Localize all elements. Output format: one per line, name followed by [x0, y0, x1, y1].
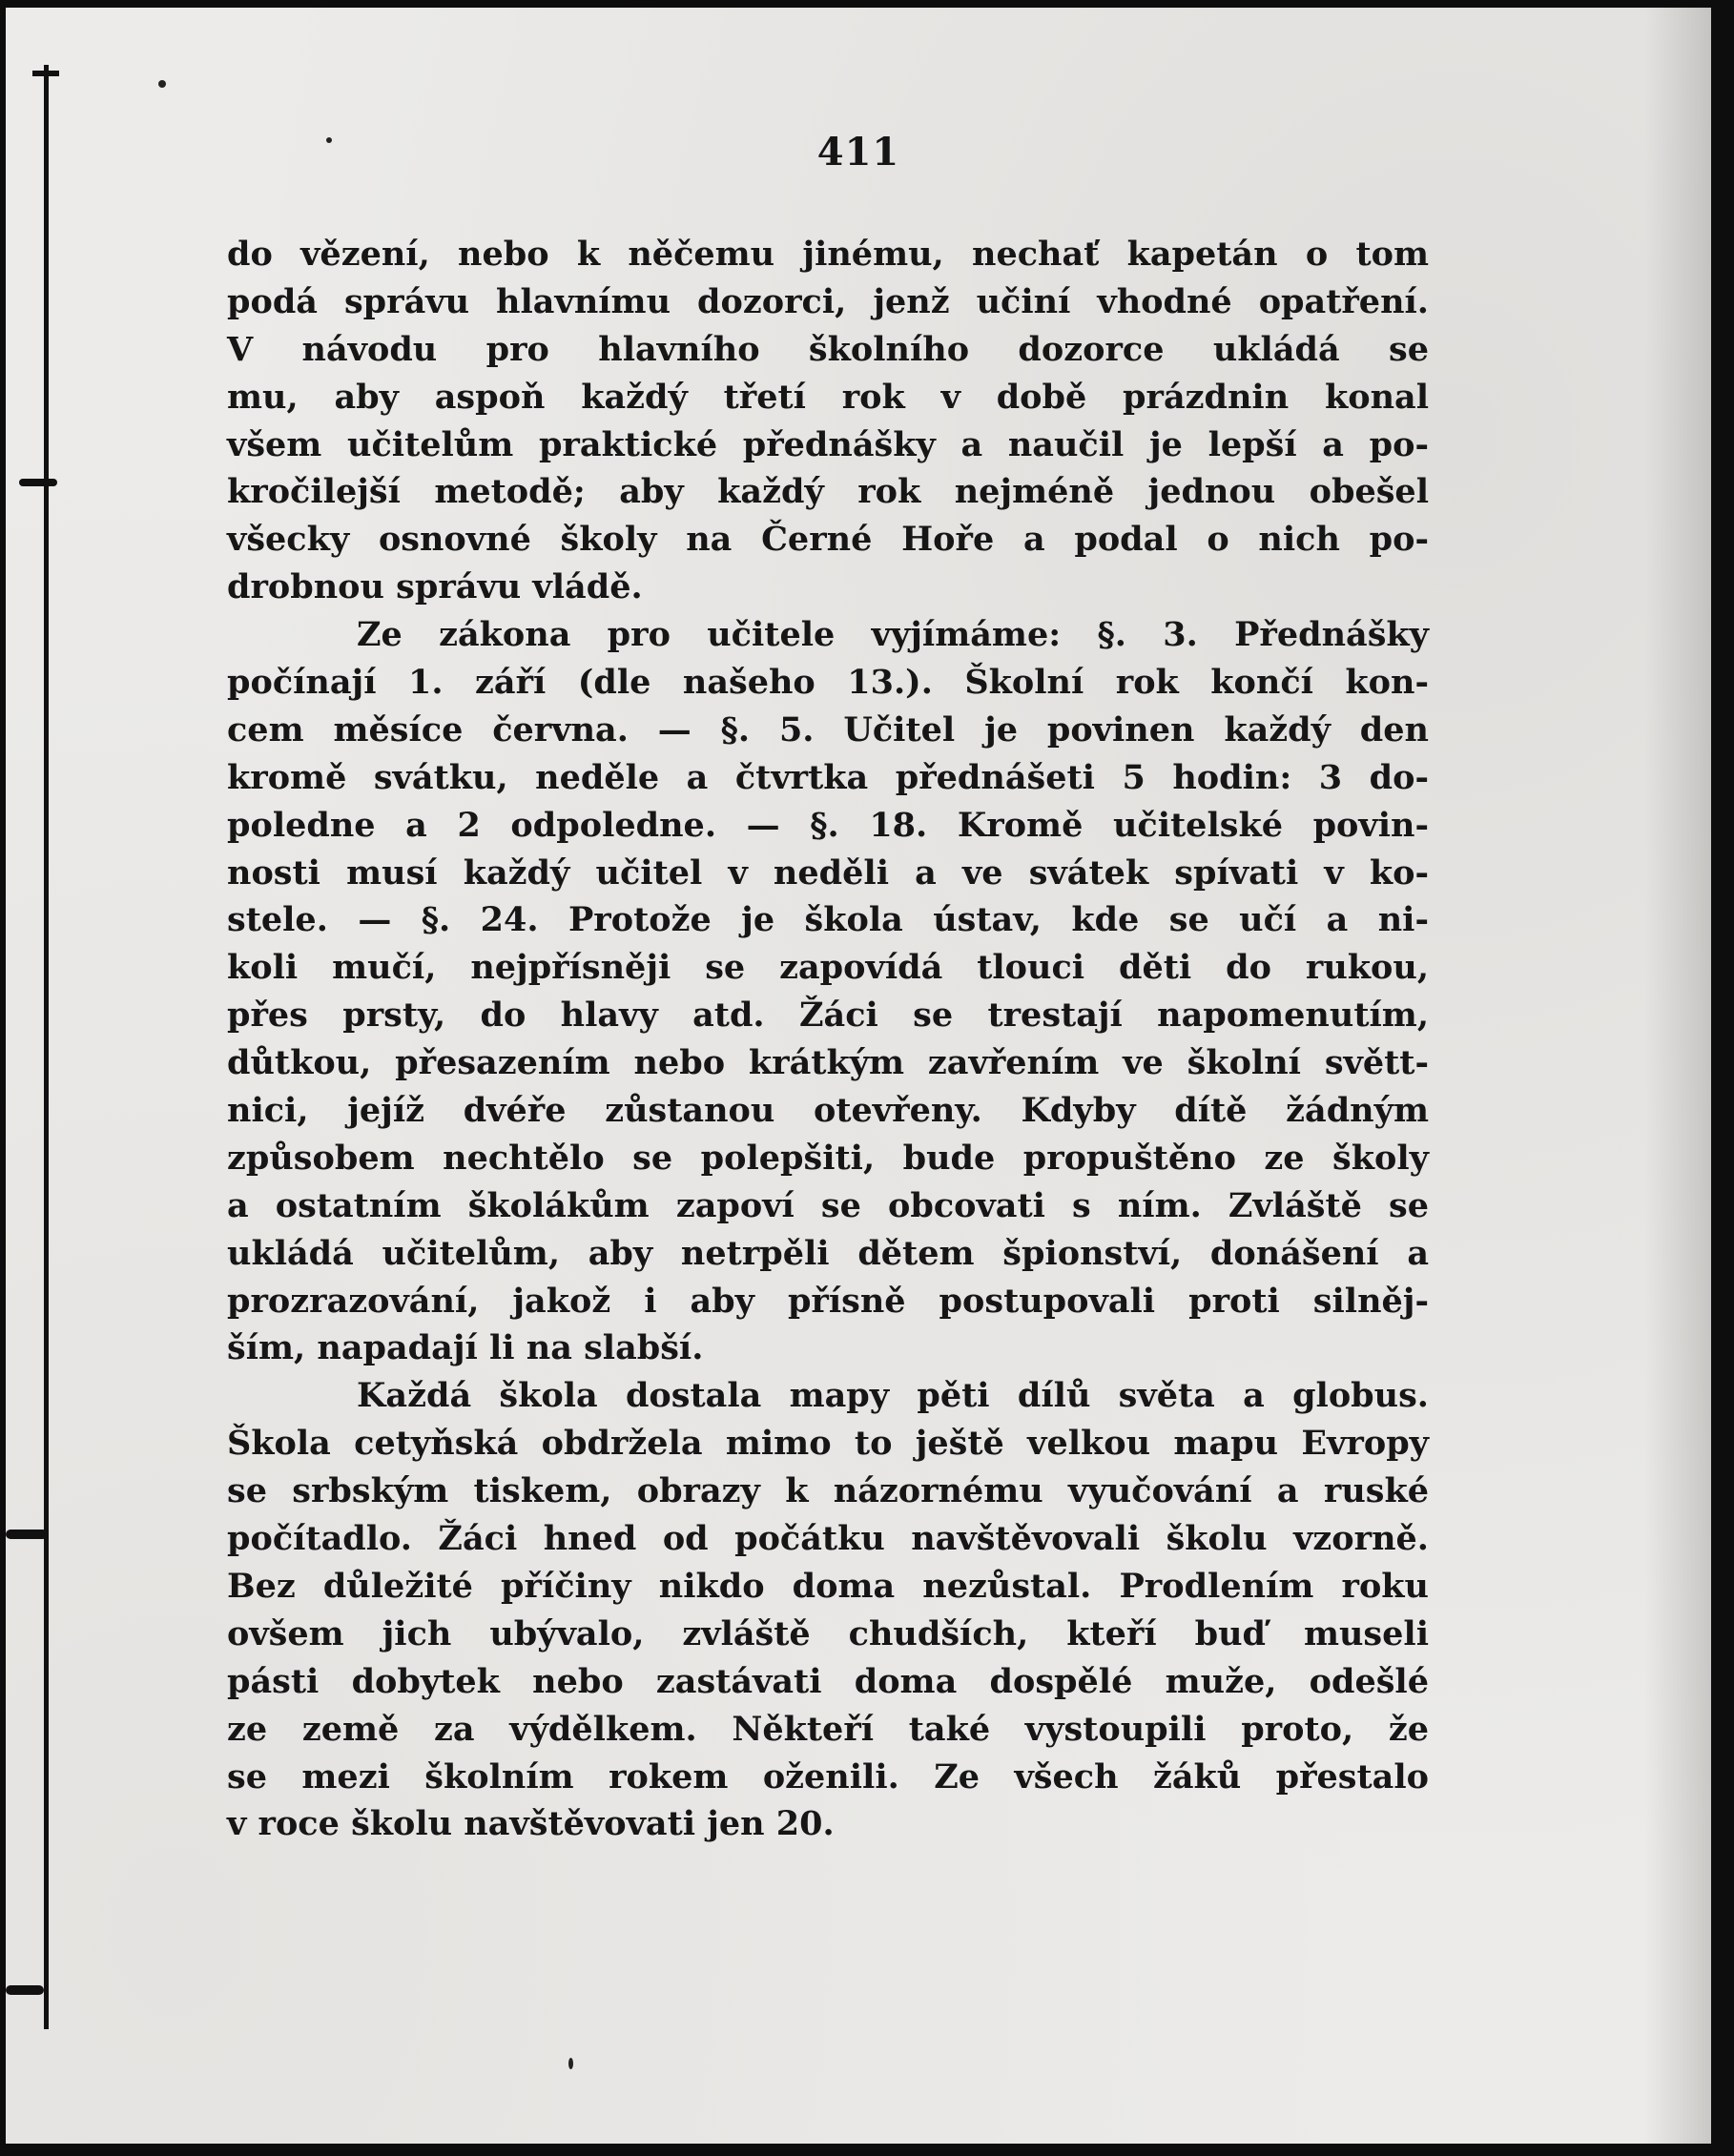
- text-line: všem učitelům praktické přednášky a naučil je lepší a po-: [227, 424, 1429, 464]
- text-line: způsobem nechtělo se polepšiti, bude propuštěno ze školy: [227, 1138, 1429, 1178]
- text-line: ším, napadají li na slabší.: [227, 1328, 704, 1368]
- text-line: ze země za výdělkem. Někteří také vystoupili proto, že: [227, 1709, 1429, 1749]
- text-line: stele. — §. 24. Protože je škola ústav, kde se učí a ni-: [227, 900, 1429, 940]
- paragraph: [227, 231, 1429, 611]
- text-line: nosti musí každý učitel v neděli a ve svátek spívati v ko-: [227, 852, 1429, 893]
- text-line: prozrazování, jakož i aby přísně postupovali proti silněj-: [227, 1281, 1429, 1321]
- text-line: V návodu pro hlavního školního dozorce ukládá se: [227, 329, 1429, 369]
- text-line: ukládá učitelům, aby netrpěli dětem špionství, donášení a: [227, 1233, 1429, 1273]
- text-line: se srbským tiskem, obrazy k názornému vyučování a ruské: [227, 1471, 1429, 1511]
- paper-speck: [158, 80, 166, 88]
- text-line: kromě svátku, neděle a čtvrtka přednášeti 5 hodin: 3 do-: [227, 757, 1429, 797]
- text-line: ovšem jich ubývalo, zvláště chudších, kteří buď museli: [227, 1613, 1429, 1653]
- text-line: do vězení, nebo k něčemu jinému, nechať kapetán o tom: [227, 235, 1429, 274]
- text-line: Ze zákona pro učitele vyjímáme: §. 3. Přednášky: [357, 615, 1429, 655]
- text-line: cem měsíce června. — §. 5. Učitel je povinen každý den: [227, 709, 1429, 749]
- paper-sheet: [6, 8, 1711, 2144]
- text-line: kročilejší metodě; aby každý rok nejméně jednou obešel: [227, 472, 1429, 512]
- binding-mark-top: [32, 71, 59, 76]
- text-line: počínají 1. září (dle našeho 13.). Školní rok končí kon-: [227, 663, 1429, 703]
- binding-mark-lower: [6, 1530, 48, 1539]
- text-line: koli mučí, nejpřísněji se zapovídá tlouci děti do rukou,: [227, 948, 1429, 988]
- page-number: 411: [816, 130, 900, 175]
- text-line: podá správu hlavnímu dozorci, jenž učiní vhodné opatření.: [227, 281, 1429, 321]
- paragraph: [227, 1372, 1429, 1848]
- binding-edge-line: [44, 65, 49, 2029]
- text-line: v roce školu navštěvovati jen 20.: [227, 1804, 835, 1844]
- paper-speck: [568, 2058, 573, 2069]
- text-line: poledne a 2 odpoledne. — §. 18. Kromě učitelské povin-: [227, 805, 1429, 845]
- text-line: přes prsty, do hlavy atd. Žáci se trestají napomenutím,: [227, 996, 1429, 1036]
- binding-mark-middle: [19, 479, 57, 486]
- text-line: se mezi školním rokem oženili. Ze všech žáků přestalo: [227, 1756, 1429, 1797]
- text-line: pásti dobytek nebo zastávati doma dospělé muže, odešlé: [227, 1661, 1429, 1701]
- text-line: Škola cetyňská obdržela mimo to ještě velkou mapu Evropy: [227, 1424, 1429, 1464]
- paragraph: [227, 611, 1429, 1372]
- text-line: Bez důležité příčiny nikdo doma nezůstal. Prodlením roku: [227, 1566, 1429, 1606]
- text-line: drobnou správu vládě.: [227, 567, 643, 607]
- text-line: a ostatním školákům zapoví se obcovati s ním. Zvláště se: [227, 1185, 1429, 1225]
- text-line: nici, jejíž dvéře zůstanou otevřeny. Kdyby dítě žádným: [227, 1091, 1429, 1131]
- text-line: počítadlo. Žáci hned od počátku navštěvovali školu vzorně.: [227, 1519, 1429, 1559]
- page-edge-shadow: [1644, 8, 1711, 2144]
- text-line: všecky osnovné školy na Černé Hoře a podal o nich po-: [227, 520, 1429, 560]
- binding-mark-bottom: [6, 1985, 44, 1995]
- text-line: důtkou, přesazením nebo krátkým zavřením ve školní světt-: [227, 1043, 1429, 1083]
- text-line: mu, aby aspoň každý třetí rok v době prázdnin konal: [227, 377, 1429, 417]
- text-line: Každá škola dostala mapy pěti dílů světa a globus.: [357, 1376, 1429, 1416]
- body-text: [227, 231, 1429, 1848]
